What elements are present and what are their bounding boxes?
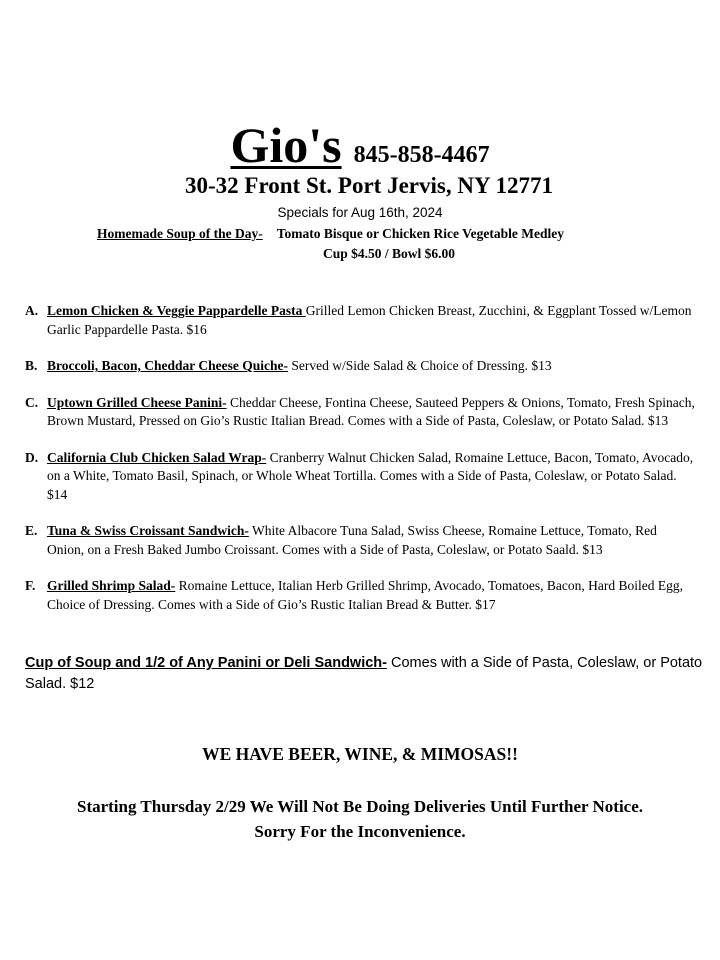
special-item-b	[25, 357, 697, 376]
item-letter: A.	[25, 303, 39, 318]
restaurant-name: Gio's	[230, 117, 342, 173]
beer-wine-banner: WE HAVE BEER, WINE, & MIMOSAS!!	[202, 744, 518, 764]
delivery-notice	[0, 794, 720, 844]
item-letter: F.	[25, 578, 36, 593]
header	[0, 116, 720, 174]
item-description: Served w/Side Salad & Choice of Dressing. $13	[288, 358, 552, 373]
phone-number: 845-858-4467	[353, 142, 490, 168]
specials-date: Specials for Aug 16th, 2024	[277, 205, 443, 220]
soup-price: Cup $4.50 / Bowl $6.00	[322, 246, 456, 261]
address: 30-32 Front St. Port Jervis, NY 12771	[185, 173, 553, 198]
item-letter: D.	[25, 449, 39, 465]
item-description: Romaine Lettuce, Italian Herb Grilled Shrimp, Avocado, Tomatoes, Bacon, Hard Boiled Egg, Choice of Dressing. Comes with a Side of Gio’s Rustic Italian Bread & Butter. $17	[47, 578, 683, 612]
notice-line-2: Sorry For the Inconvenience.	[254, 822, 466, 841]
special-item-d	[25, 449, 697, 505]
item-title: Uptown Grilled Cheese Panini-	[47, 394, 227, 410]
soup-of-the-day	[97, 226, 564, 242]
item-description: Cheddar Cheese, Fontina Cheese, Sauteed Peppers & Onions, Tomato, Fresh Spinach, Brown Mustard, Pressed on Gio’s Rustic Italian Bread. Comes with a Side of Pasta, Coleslaw, or Potato Salad. $13	[47, 394, 695, 428]
item-title: Grilled Shrimp Salad-	[47, 578, 176, 593]
combo-description: Comes with a Side of Pasta, Coleslaw, or Potato Salad. $12	[25, 655, 703, 692]
soup-label: Homemade Soup of the Day-	[97, 226, 263, 241]
soup-sandwich-combo	[25, 653, 705, 695]
item-description: White Albacore Tuna Salad, Swiss Cheese, Romaine Lettuce, Tomato, Red Onion, on a Fresh Baked Jumbo Croissant. Comes with a Side of Pasta, Coleslaw, or Potato Saald. $13	[47, 523, 657, 557]
item-description: Grilled Lemon Chicken Breast, Zucchini, & Eggplant Tossed w/Lemon Garlic Pappardelle Pasta. $16	[47, 303, 692, 337]
item-title: Broccoli, Bacon, Cheddar Cheese Quiche-	[47, 358, 288, 373]
combo-title: Cup of Soup and 1/2 of Any Panini or Deli Sandwich-	[25, 655, 387, 671]
notice-line-1: Starting Thursday 2/29 We Will Not Be Doing Deliveries Until Further Notice.	[76, 797, 644, 816]
item-letter: C.	[25, 394, 39, 410]
item-description: Cranberry Walnut Chicken Salad, Romaine Lettuce, Bacon, Tomato, Avocado, on a White, Tomato Basil, Spinach, or Whole Wheat Tortilla. Comes with a Side of Pasta, Coleslaw, or Potato Salad. $14	[47, 449, 694, 502]
special-item-f	[25, 577, 697, 614]
soup-value: Tomato Bisque or Chicken Rice Vegetable Medley	[276, 226, 564, 241]
item-title: Lemon Chicken & Veggie Pappardelle Pasta	[47, 303, 306, 318]
special-item-c	[25, 394, 697, 431]
specials-list	[25, 302, 697, 632]
special-item-e	[25, 522, 697, 559]
item-letter: B.	[25, 358, 38, 373]
item-letter: E.	[25, 523, 38, 538]
item-title: California Club Chicken Salad Wrap-	[47, 449, 267, 465]
special-item-a	[25, 302, 697, 339]
item-title: Tuna & Swiss Croissant Sandwich-	[47, 523, 249, 538]
